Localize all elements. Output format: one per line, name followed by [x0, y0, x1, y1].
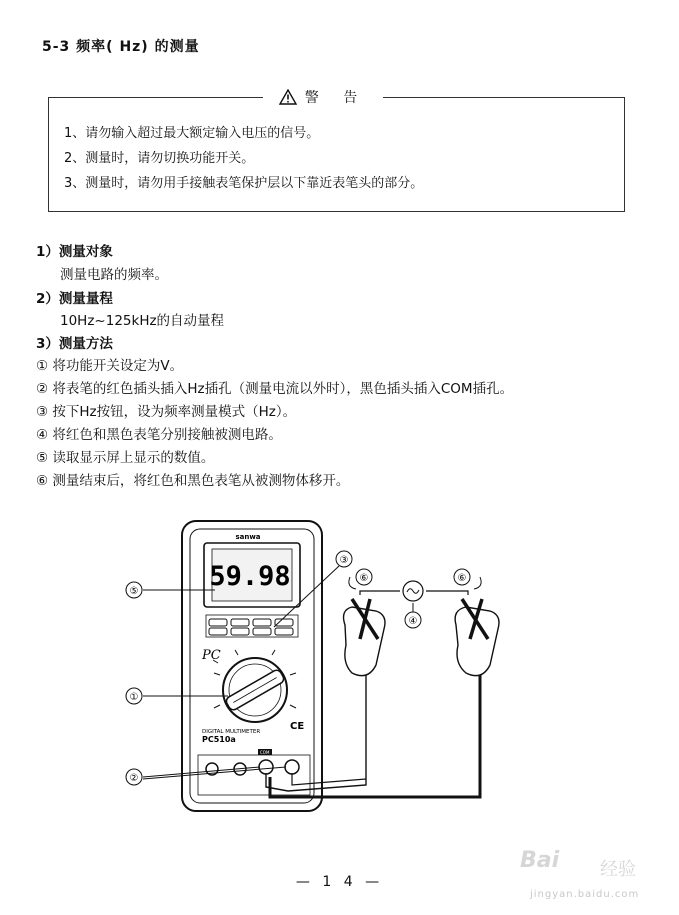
measurement-target-text: 测量电路的频率。	[60, 267, 168, 283]
warning-triangle-icon	[279, 89, 297, 105]
callout-1: ①	[129, 692, 139, 703]
callout-4: ④	[408, 616, 418, 627]
svg-text:PC: PC	[202, 648, 221, 663]
page-number: — 1 4 —	[295, 874, 384, 890]
warning-item: 1、请勿输入超过最大额定输入电压的信号。	[64, 126, 320, 141]
model-label: PC510a	[202, 735, 236, 744]
com-label: COM	[260, 750, 270, 755]
step-item: ⑤ 读取显示屏上显示的数值。	[36, 450, 215, 466]
svg-text:DIGITAL MULTIMETER: DIGITAL MULTIMETER	[202, 729, 261, 735]
callout-6-left: ⑥	[359, 573, 369, 584]
callout-6-right: ⑥	[457, 573, 467, 584]
step-item: ③ 按下Hz按钮，设为频率测量模式（Hz）。	[36, 404, 297, 420]
callout-3: ③	[339, 555, 349, 566]
warning-item: 2、测量时，请勿切换功能开关。	[64, 151, 255, 166]
watermark-cn: 经验	[600, 859, 636, 880]
callout-5: ⑤	[129, 586, 139, 597]
watermark-logo: Bai	[520, 848, 560, 873]
svg-text:CE: CE	[290, 721, 305, 732]
section-title: 5-3 频率( Hz) 的测量	[42, 39, 200, 55]
measurement-range-text: 10Hz~125kHz的自动量程	[60, 313, 225, 329]
step-item: ⑥ 测量结束后，将红色和黑色表笔从被测物体移开。	[36, 473, 350, 489]
step-item: ④ 将红色和黑色表笔分别接触被测电路。	[36, 427, 282, 443]
watermark-url: jingyan.baidu.com	[530, 889, 640, 900]
warning-heading	[263, 87, 383, 107]
step-item: ② 将表笔的红色插头插入Hz插孔（测量电流以外时），黑色插头插入COM插孔。	[36, 381, 514, 397]
heading-measurement-target: 1）测量对象	[36, 244, 113, 260]
callout-2: ②	[129, 773, 139, 784]
multimeter-diagram	[120, 515, 570, 820]
warning-title: 警 告	[304, 90, 368, 106]
heading-measurement-range: 2）测量量程	[36, 291, 113, 307]
step-item: ① 将功能开关设定为V。	[36, 358, 184, 374]
display-reading: 59.98	[209, 561, 291, 592]
brand-logo: sanwa	[235, 533, 261, 541]
heading-measurement-method: 3）测量方法	[36, 336, 113, 352]
warning-item: 3、测量时，请勿用手接触表笔保护层以下靠近表笔头的部分。	[64, 176, 424, 191]
